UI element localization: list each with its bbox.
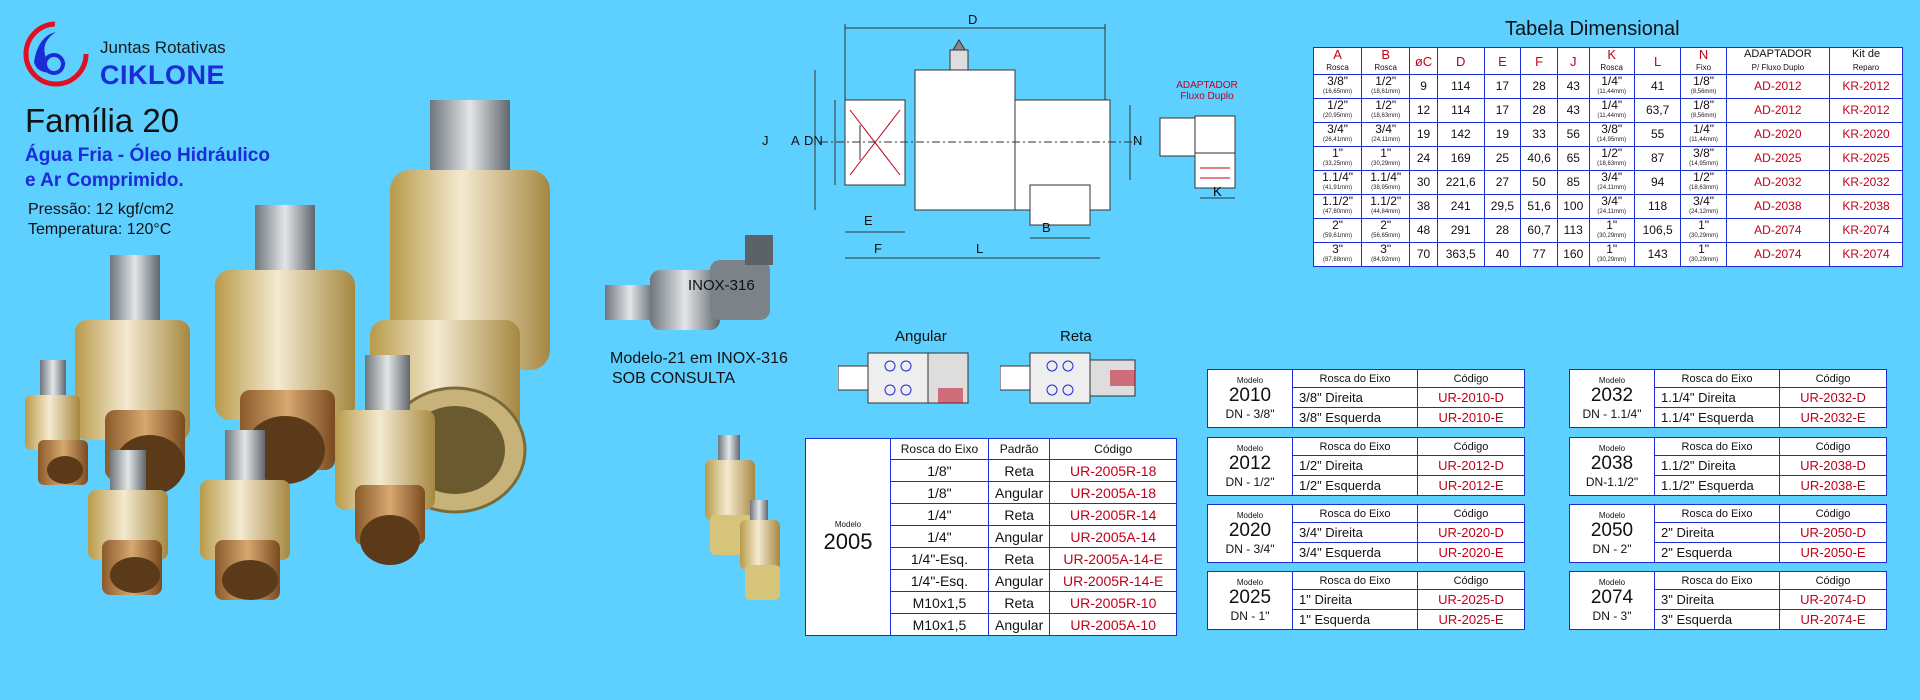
dim-cell: 30 bbox=[1410, 171, 1438, 195]
model-label: Modelo bbox=[1236, 444, 1264, 453]
col-header-codigo: Código bbox=[1780, 572, 1887, 590]
model-table-2050 bbox=[1569, 504, 1887, 563]
brand-tagline: Juntas Rotativas bbox=[100, 38, 226, 57]
codigo-direita: UR-2074-D bbox=[1780, 590, 1887, 610]
family-title: Família 20 bbox=[25, 102, 180, 139]
dim-cell: 33 bbox=[1521, 123, 1558, 147]
rosca-direita: 2" Direita bbox=[1655, 523, 1780, 543]
dim-table-row bbox=[1314, 123, 1903, 147]
dim-label-b: B bbox=[1042, 220, 1051, 235]
dim-cell: 85 bbox=[1557, 171, 1589, 195]
rosca-direita: 1.1/2" Direita bbox=[1655, 456, 1780, 476]
dim-cell: 1/4" (11,44mm) bbox=[1589, 99, 1634, 123]
dim-cell: 51,6 bbox=[1521, 195, 1558, 219]
rosca-esquerda: 1" Esquerda bbox=[1293, 610, 1418, 630]
dim-cell: KR-2032 bbox=[1830, 171, 1903, 195]
dim-cell: 1.1/4" (38,95mm) bbox=[1362, 171, 1410, 195]
brand-name: CIKLONE bbox=[100, 60, 225, 90]
angular-view-drawing bbox=[838, 348, 978, 408]
col-header-rosca: Rosca do Eixo bbox=[1293, 572, 1418, 590]
model-table-2025 bbox=[1207, 571, 1525, 630]
dim-cell: AD-2012 bbox=[1726, 99, 1829, 123]
dim-cell: 1" (30,29mm) bbox=[1681, 219, 1726, 243]
model-number: 2050 bbox=[1590, 520, 1634, 541]
model-table-2074 bbox=[1569, 571, 1887, 630]
model-table-2038 bbox=[1569, 437, 1887, 496]
model-2005-col-header: Código bbox=[1050, 439, 1177, 460]
model-label: Modelo bbox=[1598, 578, 1626, 587]
dim-table-row bbox=[1314, 75, 1903, 99]
dim-cell: 17 bbox=[1484, 99, 1521, 123]
model-number: 2010 bbox=[1228, 385, 1272, 406]
col-header-codigo: Código bbox=[1780, 438, 1887, 456]
model-cell bbox=[1208, 370, 1293, 428]
model-table-2010 bbox=[1207, 369, 1525, 428]
temperature-spec: Temperatura: 120°C bbox=[28, 221, 172, 238]
dim-cell: 3/8" (14,95mm) bbox=[1589, 123, 1634, 147]
model-2005-padrao: Reta bbox=[988, 592, 1050, 614]
dim-table-row bbox=[1314, 243, 1903, 267]
dim-label-f: F bbox=[874, 241, 882, 256]
dim-cell: 221,6 bbox=[1437, 171, 1484, 195]
dim-cell: 106,5 bbox=[1634, 219, 1681, 243]
dim-cell: 1" (33,25mm) bbox=[1314, 147, 1362, 171]
dim-cell: 291 bbox=[1437, 219, 1484, 243]
model-2005-padrao: Angular bbox=[988, 526, 1050, 548]
dim-cell: 50 bbox=[1521, 171, 1558, 195]
model-2005-padrao: Reta bbox=[988, 548, 1050, 570]
dim-cell: AD-2020 bbox=[1726, 123, 1829, 147]
adapter-drawing bbox=[1155, 108, 1255, 208]
model-cell bbox=[1570, 572, 1655, 630]
dim-cell: 41 bbox=[1634, 75, 1681, 99]
application-line1: Água Fria - Óleo Hidráulico bbox=[25, 145, 270, 166]
rosca-esquerda: 1.1/4" Esquerda bbox=[1655, 408, 1780, 428]
dim-label-a: A bbox=[791, 133, 800, 148]
dim-label-l: L bbox=[976, 241, 984, 256]
rosca-direita: 3" Direita bbox=[1655, 590, 1780, 610]
dim-cell: 1" (30,29mm) bbox=[1681, 243, 1726, 267]
model-2005-codigo: UR-2005A-18 bbox=[1050, 482, 1177, 504]
dim-table-row bbox=[1314, 147, 1903, 171]
model-2005-codigo: UR-2005R-14-E bbox=[1050, 570, 1177, 592]
col-header-rosca: Rosca do Eixo bbox=[1293, 370, 1418, 388]
dim-table-title: Tabela Dimensional bbox=[1505, 18, 1680, 40]
model-2005-col-header: Rosca do Eixo bbox=[891, 439, 989, 460]
dim-cell: 65 bbox=[1557, 147, 1589, 171]
col-header-codigo: Código bbox=[1418, 370, 1525, 388]
dim-cell: 114 bbox=[1437, 75, 1484, 99]
dim-cell: KR-2012 bbox=[1830, 75, 1903, 99]
dim-cell: 3/4" (26,41mm) bbox=[1314, 123, 1362, 147]
model-2005-table bbox=[805, 438, 1177, 636]
dim-cell: 2" (59,61mm) bbox=[1314, 219, 1362, 243]
dim-cell: KR-2012 bbox=[1830, 99, 1903, 123]
model-2005-photo bbox=[690, 430, 790, 610]
model-table-2032 bbox=[1569, 369, 1887, 428]
dim-col-header: B Rosca bbox=[1362, 48, 1410, 75]
dim-cell: 9 bbox=[1410, 75, 1438, 99]
model-table-2012 bbox=[1207, 437, 1525, 496]
model-number: 2038 bbox=[1590, 453, 1634, 474]
dim-cell: 40,6 bbox=[1521, 147, 1558, 171]
dim-cell: 1/2" (18,63mm) bbox=[1589, 147, 1634, 171]
dim-cell: KR-2074 bbox=[1830, 243, 1903, 267]
rosca-esquerda: 1.1/2" Esquerda bbox=[1655, 476, 1780, 496]
dim-cell: 3/4" (24,12mm) bbox=[1681, 195, 1726, 219]
codigo-esquerda: UR-2012-E bbox=[1418, 476, 1525, 496]
dim-col-header: ADAPTADOR P/ Fluxo Duplo bbox=[1726, 48, 1829, 75]
dim-col-header: øC bbox=[1410, 48, 1438, 75]
dim-cell: 28 bbox=[1521, 99, 1558, 123]
dim-cell: 1/4" (11,44mm) bbox=[1681, 123, 1726, 147]
adapter-label-line1: ADAPTADOR bbox=[1176, 80, 1238, 91]
model-2005-codigo: UR-2005A-10 bbox=[1050, 614, 1177, 636]
model-2005-padrao: Angular bbox=[988, 570, 1050, 592]
col-header-rosca: Rosca do Eixo bbox=[1655, 370, 1780, 388]
dim-cell: 1" (30,29mm) bbox=[1362, 147, 1410, 171]
dim-cell: AD-2032 bbox=[1726, 171, 1829, 195]
dim-cell: 160 bbox=[1557, 243, 1589, 267]
codigo-esquerda: UR-2038-E bbox=[1780, 476, 1887, 496]
col-header-codigo: Código bbox=[1418, 438, 1525, 456]
dim-col-header: F bbox=[1521, 48, 1558, 75]
dim-cell: 28 bbox=[1521, 75, 1558, 99]
dim-label-k: K bbox=[1213, 184, 1222, 199]
dim-cell: 17 bbox=[1484, 75, 1521, 99]
dim-cell: 1/2" (18,63mm) bbox=[1681, 171, 1726, 195]
col-header-rosca: Rosca do Eixo bbox=[1655, 438, 1780, 456]
model-2005-rosca: M10x1,5 bbox=[891, 592, 989, 614]
angular-view-label: Angular bbox=[895, 328, 947, 345]
dim-cell: 169 bbox=[1437, 147, 1484, 171]
dim-cell: AD-2012 bbox=[1726, 75, 1829, 99]
codigo-esquerda: UR-2050-E bbox=[1780, 543, 1887, 563]
model-cell bbox=[1208, 438, 1293, 496]
col-header-rosca: Rosca do Eixo bbox=[1293, 438, 1418, 456]
dim-cell: 2" (56,65mm) bbox=[1362, 219, 1410, 243]
dim-cell: 1/2" (20,95mm) bbox=[1314, 99, 1362, 123]
dim-col-header: E bbox=[1484, 48, 1521, 75]
dim-table-row bbox=[1314, 99, 1903, 123]
dim-cell: AD-2038 bbox=[1726, 195, 1829, 219]
dim-col-header: L bbox=[1634, 48, 1681, 75]
model-2005-cell bbox=[806, 439, 891, 636]
codigo-direita: UR-2010-D bbox=[1418, 388, 1525, 408]
inox-caption-2: SOB CONSULTA bbox=[612, 370, 735, 387]
col-header-codigo: Código bbox=[1418, 505, 1525, 523]
model-2005-rosca: 1/8" bbox=[891, 482, 989, 504]
dim-cell: 100 bbox=[1557, 195, 1589, 219]
dim-cell: 143 bbox=[1634, 243, 1681, 267]
dim-cell: 24 bbox=[1410, 147, 1438, 171]
pressure-spec: Pressão: 12 kgf/cm2 bbox=[28, 201, 174, 218]
dim-cell: 118 bbox=[1634, 195, 1681, 219]
dim-cell: 19 bbox=[1410, 123, 1438, 147]
model-2005-codigo: UR-2005R-10 bbox=[1050, 592, 1177, 614]
model-number: 2032 bbox=[1590, 385, 1634, 406]
codigo-esquerda: UR-2074-E bbox=[1780, 610, 1887, 630]
dim-cell: AD-2074 bbox=[1726, 219, 1829, 243]
dim-cell: 28 bbox=[1484, 219, 1521, 243]
dim-cell: 1/2" (18,63mm) bbox=[1362, 99, 1410, 123]
model-label: Modelo bbox=[1236, 578, 1264, 587]
col-header-rosca: Rosca do Eixo bbox=[1655, 505, 1780, 523]
dim-label-e: E bbox=[864, 213, 873, 228]
model-2005-padrao: Angular bbox=[988, 614, 1050, 636]
application-line2: e Ar Comprimido. bbox=[25, 170, 184, 191]
dim-table-row bbox=[1314, 171, 1903, 195]
model-dn: DN - 3" bbox=[1592, 609, 1632, 623]
model-cell bbox=[1570, 438, 1655, 496]
codigo-direita: UR-2038-D bbox=[1780, 456, 1887, 476]
model-number: 2012 bbox=[1228, 453, 1272, 474]
dim-cell: 3/4" (24,11mm) bbox=[1362, 123, 1410, 147]
model-dn: DN - 3/8" bbox=[1225, 407, 1275, 421]
model-label: Modelo bbox=[1598, 444, 1626, 453]
rosca-direita: 1" Direita bbox=[1293, 590, 1418, 610]
model-dn: DN-1.1/2" bbox=[1585, 475, 1639, 489]
dim-cell: 43 bbox=[1557, 75, 1589, 99]
dim-cell: 3/8" (14,95mm) bbox=[1681, 147, 1726, 171]
model-dn: DN - 3/4" bbox=[1225, 542, 1275, 556]
dim-table bbox=[1313, 47, 1903, 267]
rosca-esquerda: 3/8" Esquerda bbox=[1293, 408, 1418, 428]
dim-cell: 1/8" (8,56mm) bbox=[1681, 99, 1726, 123]
dim-cell: 1.1/2" (47,80mm) bbox=[1314, 195, 1362, 219]
reta-view-label: Reta bbox=[1060, 328, 1092, 345]
dim-col-header: J bbox=[1557, 48, 1589, 75]
dim-table-row bbox=[1314, 219, 1903, 243]
dim-label-j: J bbox=[762, 133, 769, 148]
codigo-esquerda: UR-2010-E bbox=[1418, 408, 1525, 428]
dim-cell: 27 bbox=[1484, 171, 1521, 195]
dim-cell: 77 bbox=[1521, 243, 1558, 267]
col-header-codigo: Código bbox=[1780, 505, 1887, 523]
model-label: Modelo bbox=[1598, 511, 1626, 520]
dim-label-d: D bbox=[968, 12, 978, 27]
col-header-codigo: Código bbox=[1418, 572, 1525, 590]
model-number: 2074 bbox=[1590, 587, 1634, 608]
product-photo bbox=[10, 60, 570, 620]
rosca-direita: 3/4" Direita bbox=[1293, 523, 1418, 543]
rosca-esquerda: 3" Esquerda bbox=[1655, 610, 1780, 630]
dim-cell: 1/4" (11,44mm) bbox=[1589, 75, 1634, 99]
model-number: 2005 bbox=[823, 528, 873, 554]
model-table-2020 bbox=[1207, 504, 1525, 563]
model-2005-padrao: Reta bbox=[988, 460, 1050, 482]
model-2005-rosca: 1/4"-Esq. bbox=[891, 548, 989, 570]
rosca-esquerda: 3/4" Esquerda bbox=[1293, 543, 1418, 563]
codigo-direita: UR-2032-D bbox=[1780, 388, 1887, 408]
col-header-codigo: Código bbox=[1780, 370, 1887, 388]
dim-cell: AD-2025 bbox=[1726, 147, 1829, 171]
model-dn: DN - 1/2" bbox=[1225, 475, 1275, 489]
adapter-label bbox=[1172, 80, 1242, 102]
dim-cell: 1" (30,29mm) bbox=[1589, 219, 1634, 243]
dim-cell: 55 bbox=[1634, 123, 1681, 147]
model-2005-codigo: UR-2005A-14-E bbox=[1050, 548, 1177, 570]
model-cell bbox=[1570, 505, 1655, 563]
dim-cell: 60,7 bbox=[1521, 219, 1558, 243]
dim-col-header: Kit de Reparo bbox=[1830, 48, 1903, 75]
dim-col-header: D bbox=[1437, 48, 1484, 75]
model-2005-col-header: Padrão bbox=[988, 439, 1050, 460]
codigo-esquerda: UR-2020-E bbox=[1418, 543, 1525, 563]
dim-cell: 113 bbox=[1557, 219, 1589, 243]
dim-cell: 241 bbox=[1437, 195, 1484, 219]
model-cell bbox=[1570, 370, 1655, 428]
model-2005-rosca: 1/8" bbox=[891, 460, 989, 482]
dim-label-n: N bbox=[1133, 133, 1143, 148]
model-2005-rosca: 1/4"-Esq. bbox=[891, 570, 989, 592]
dim-cell: KR-2025 bbox=[1830, 147, 1903, 171]
model-dn: DN - 1" bbox=[1230, 609, 1270, 623]
model-label: Modelo bbox=[1236, 511, 1264, 520]
dim-cell: 29,5 bbox=[1484, 195, 1521, 219]
model-2005-padrao: Angular bbox=[988, 482, 1050, 504]
dim-cell: 38 bbox=[1410, 195, 1438, 219]
model-2005-rosca: 1/4" bbox=[891, 526, 989, 548]
rosca-esquerda: 2" Esquerda bbox=[1655, 543, 1780, 563]
col-header-rosca: Rosca do Eixo bbox=[1655, 572, 1780, 590]
dim-cell: 3" (87,88mm) bbox=[1314, 243, 1362, 267]
model-2005-rosca: 1/4" bbox=[891, 504, 989, 526]
model-number: 2020 bbox=[1228, 520, 1272, 541]
model-cell bbox=[1208, 572, 1293, 630]
dim-cell: 25 bbox=[1484, 147, 1521, 171]
dim-cell: 1.1/2" (44,84mm) bbox=[1362, 195, 1410, 219]
dim-cell: KR-2038 bbox=[1830, 195, 1903, 219]
dim-table-row bbox=[1314, 195, 1903, 219]
model-2005-padrao: Reta bbox=[988, 504, 1050, 526]
dim-cell: 12 bbox=[1410, 99, 1438, 123]
dim-cell: 3/8" (16,65mm) bbox=[1314, 75, 1362, 99]
model-cell bbox=[1208, 505, 1293, 563]
codigo-direita: UR-2012-D bbox=[1418, 456, 1525, 476]
dim-cell: 48 bbox=[1410, 219, 1438, 243]
model-dn: DN - 2" bbox=[1592, 542, 1632, 556]
dim-col-header: A Rosca bbox=[1314, 48, 1362, 75]
reta-view-drawing bbox=[1000, 348, 1140, 408]
model-2005-codigo: UR-2005R-14 bbox=[1050, 504, 1177, 526]
model-label: Modelo bbox=[1598, 376, 1626, 385]
dim-cell: 1/8" (8,56mm) bbox=[1681, 75, 1726, 99]
dim-cell: 3" (84,92mm) bbox=[1362, 243, 1410, 267]
codigo-esquerda: UR-2032-E bbox=[1780, 408, 1887, 428]
dim-cell: 87 bbox=[1634, 147, 1681, 171]
rosca-direita: 1.1/4" Direita bbox=[1655, 388, 1780, 408]
inox-label: INOX-316 bbox=[688, 277, 755, 294]
dim-cell: 56 bbox=[1557, 123, 1589, 147]
model-2005-codigo: UR-2005A-14 bbox=[1050, 526, 1177, 548]
codigo-esquerda: UR-2025-E bbox=[1418, 610, 1525, 630]
dim-cell: 94 bbox=[1634, 171, 1681, 195]
model-label: Modelo bbox=[1236, 376, 1264, 385]
dim-cell: KR-2074 bbox=[1830, 219, 1903, 243]
dim-cell: KR-2020 bbox=[1830, 123, 1903, 147]
dim-cell: 1" (30,29mm) bbox=[1589, 243, 1634, 267]
dim-cell: 19 bbox=[1484, 123, 1521, 147]
dim-col-header: N Fixo bbox=[1681, 48, 1726, 75]
model-label: Modelo bbox=[834, 519, 862, 529]
model-dn: DN - 1.1/4" bbox=[1582, 407, 1642, 421]
codigo-direita: UR-2020-D bbox=[1418, 523, 1525, 543]
model-2005-codigo: UR-2005R-18 bbox=[1050, 460, 1177, 482]
dim-cell: 3/4" (24,11mm) bbox=[1589, 195, 1634, 219]
dim-cell: 1.1/4" (41,91mm) bbox=[1314, 171, 1362, 195]
dim-cell: 43 bbox=[1557, 99, 1589, 123]
codigo-direita: UR-2025-D bbox=[1418, 590, 1525, 610]
col-header-rosca: Rosca do Eixo bbox=[1293, 505, 1418, 523]
adapter-label-line2: Fluxo Duplo bbox=[1180, 91, 1234, 102]
dim-cell: 40 bbox=[1484, 243, 1521, 267]
dim-cell: 363,5 bbox=[1437, 243, 1484, 267]
dim-cell: 70 bbox=[1410, 243, 1438, 267]
rosca-direita: 1/2" Direita bbox=[1293, 456, 1418, 476]
model-number: 2025 bbox=[1228, 587, 1272, 608]
codigo-direita: UR-2050-D bbox=[1780, 523, 1887, 543]
model-2005-rosca: M10x1,5 bbox=[891, 614, 989, 636]
dim-label-dn: DN bbox=[804, 133, 823, 148]
dim-cell: 114 bbox=[1437, 99, 1484, 123]
dim-cell: 142 bbox=[1437, 123, 1484, 147]
dim-cell: 1/2" (18,61mm) bbox=[1362, 75, 1410, 99]
inox-caption-1: Modelo-21 em INOX-316 bbox=[610, 350, 788, 367]
dim-cell: 63,7 bbox=[1634, 99, 1681, 123]
dim-cell: 3/4" (24,11mm) bbox=[1589, 171, 1634, 195]
dim-cell: AD-2074 bbox=[1726, 243, 1829, 267]
rosca-esquerda: 1/2" Esquerda bbox=[1293, 476, 1418, 496]
rosca-direita: 3/8" Direita bbox=[1293, 388, 1418, 408]
dim-col-header: K Rosca bbox=[1589, 48, 1634, 75]
